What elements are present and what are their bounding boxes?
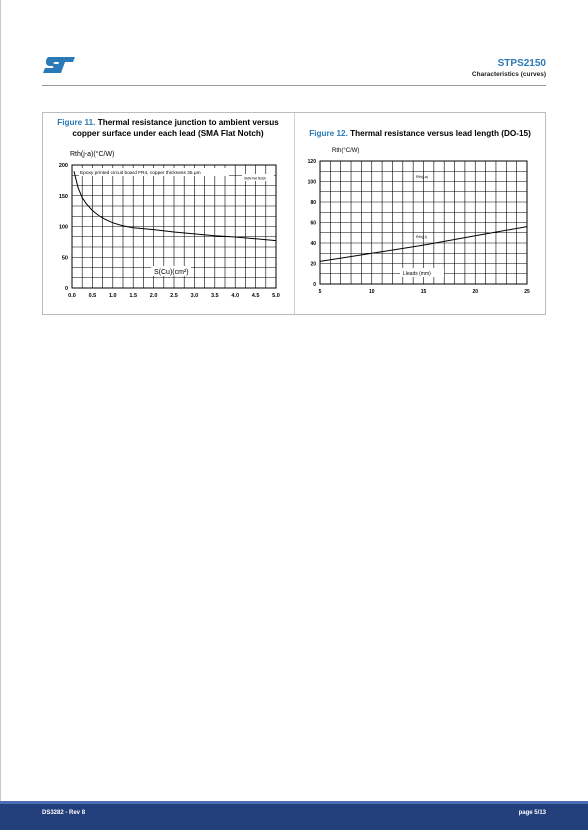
figure12-y-tick-label: 100 [307,179,316,186]
footer-page-number: page 5/13 [518,810,546,816]
figure11-x-tick-label: 0.0 [68,293,76,299]
figure11-x-tick-label: 4.0 [231,293,240,299]
figure11-y-tick-label: 50 [61,255,68,262]
figure11-x-tick-label: 3.5 [210,293,219,299]
figure12-xlabel: Lleads (mm) [403,271,431,277]
figure11-y-tick-label: 0 [64,286,68,292]
figure12-x-tick-label: 25 [524,289,530,295]
figure12-y-tick-label: 120 [307,159,316,165]
figure12-y-tick-label: 20 [310,261,316,268]
footer-strip [0,801,588,804]
figure11-x-tick-label: 1.5 [129,293,138,299]
figure11-annotation: Epoxy printed circuit board FR4, copper thickness 35 µm [80,171,201,176]
figure11-y-tick-label: 200 [58,163,68,169]
footer-doc-id: DS3282 - Rev 8 [42,810,86,816]
figure12-chart [0,0,588,330]
figure12-x-tick-label: 10 [368,289,375,295]
figure12-y-tick-label: 0 [313,282,316,288]
figure12-series-label-bottom: Rth(j-l) [416,235,427,239]
figure11-number: Figure 11. [57,118,96,127]
figure11-xlabel: S(Cu)(cm²) [154,269,189,276]
figure11-caption-line1: Thermal resistance junction to ambient versus [97,118,279,127]
figure11-x-tick-label: 2.5 [170,293,178,299]
document-title: STPS2150 [497,58,546,69]
figure12-caption-text: Thermal resistance versus lead length (DO-15) [350,129,531,138]
figure11-x-tick-label: 5.0 [272,293,280,299]
figure12-x-tick-label: 15 [420,289,427,295]
figure11-x-tick-label: 0.5 [88,293,97,299]
footer-bar [0,801,588,830]
figure11-x-tick-label: 3.0 [190,293,199,299]
figure11-x-tick-label: 1.0 [108,293,117,299]
figure12-series-label-top: Rth(j-a) [416,175,428,179]
figure11-caption-line2: copper surface under each lead (SMA Flat Notch) [72,129,264,138]
figure12-y-tick-label: 60 [310,220,316,227]
figure11-y-tick-label: 150 [58,193,68,200]
section-subtitle: Characteristics (curves) [471,71,546,78]
figure12-x-tick-label: 5 [318,289,322,295]
figure11-x-tick-label: 4.5 [251,293,260,299]
figure12-ylabel: Rth(°C/W) [332,148,360,154]
figure11-x-tick-label: 2.0 [149,293,158,299]
figure12-y-tick-label: 40 [310,241,316,247]
figure12-y-tick-label: 80 [310,200,316,206]
figure11-legend-label: SMA Flat Notch [244,176,267,181]
figure11-y-tick-label: 100 [58,224,68,231]
figure12-number: Figure 12. [309,129,348,138]
figure12-x-tick-label: 20 [472,289,479,295]
figure11-ylabel: Rth(j-a)(°C/W) [70,151,115,158]
